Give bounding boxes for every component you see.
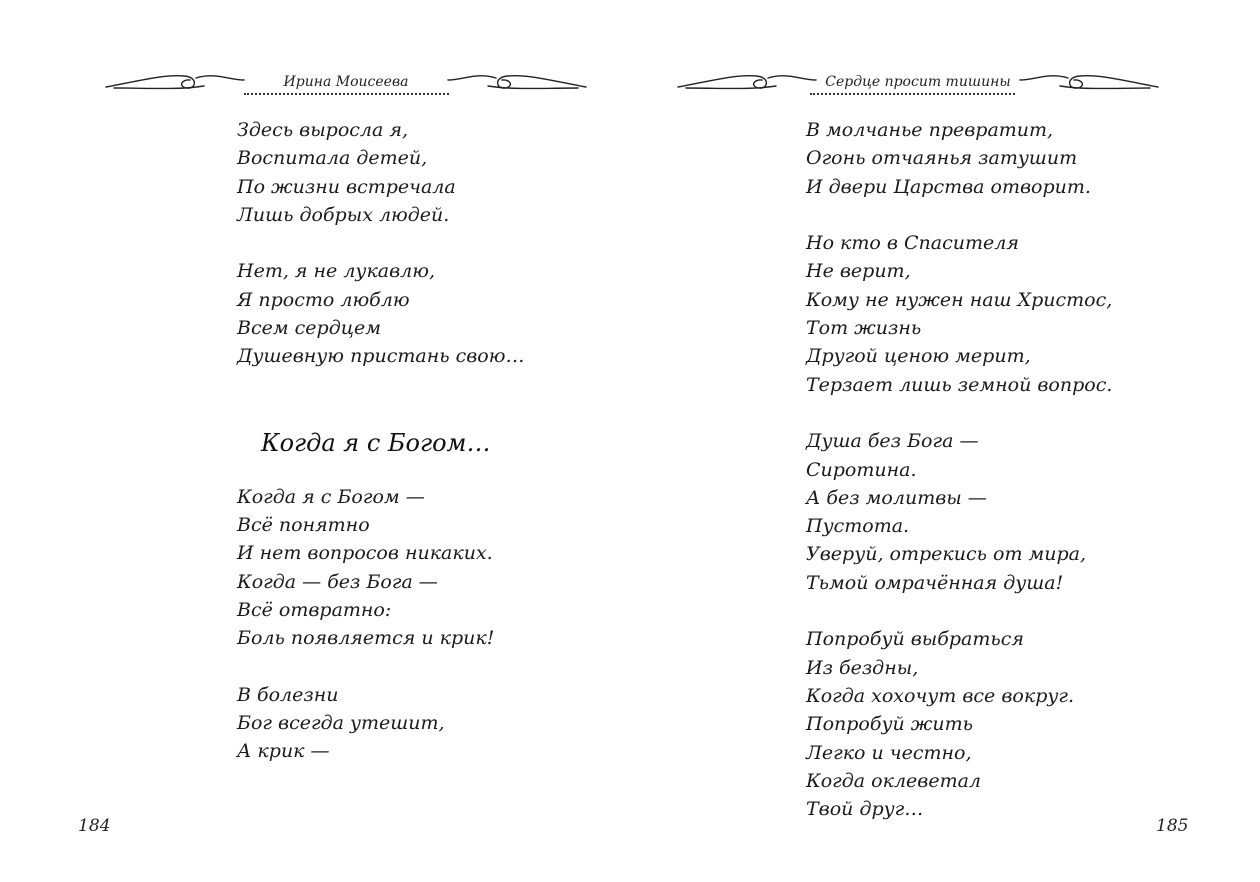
poem-line: Когда хохочут все вокруг.	[806, 684, 1075, 707]
poem-line: Попробуй жить	[806, 713, 973, 736]
dotted-rule	[810, 93, 1015, 95]
poem-line: Душа без Бога —	[806, 430, 979, 453]
poem-line: Легко и честно,	[806, 741, 972, 764]
poem-line: Уверуй, отрекись от мира,	[806, 543, 1087, 566]
poem-line: Всё понятно	[237, 513, 370, 536]
poem-line: Другой ценою мерит,	[806, 345, 1031, 368]
poem-line: Тьмой омрачённая душа!	[806, 571, 1064, 594]
poem-line: Воспитала детей,	[237, 147, 428, 170]
poem-line: Боль появляется и крик!	[237, 627, 495, 650]
poem-text	[237, 116, 617, 766]
poem-line: Огонь отчаянья затушит	[806, 147, 1078, 170]
page-number: 184	[78, 816, 111, 836]
poem-text	[806, 116, 1226, 823]
running-head-right	[676, 66, 1160, 106]
poem-line: Когда — без Бога —	[237, 570, 438, 593]
poem-line: Терзает лишь земной вопрос.	[806, 373, 1113, 396]
poem-line: Попробуй выбраться	[806, 628, 1024, 651]
poem-line: Всем сердцем	[237, 317, 381, 340]
poem-line: Но кто в Спасителя	[806, 232, 1019, 255]
poem-line: Из бездны,	[806, 656, 919, 679]
poem-line: И нет вопросов никаких.	[237, 542, 493, 565]
poem-line: Тот жизнь	[806, 317, 922, 340]
poem-line: Бог всегда утешит,	[237, 712, 445, 735]
poem-line: Твой друг…	[806, 798, 924, 821]
poem-line: Кому не нужен наш Христос,	[806, 288, 1113, 311]
poem-line: В молчанье превратит,	[806, 119, 1054, 141]
poem-line: А крик —	[237, 740, 330, 763]
poem-line: И двери Царства отворит.	[806, 175, 1091, 198]
poem-line: Нет, я не лукавлю,	[237, 260, 436, 283]
page-number: 185	[1156, 816, 1189, 836]
poem-line: Когда я с Богом —	[237, 485, 425, 508]
running-head-title: Сердце просит тишины	[825, 74, 1011, 90]
poem-line: Сиротина.	[806, 458, 917, 481]
poem-line: Когда оклеветал	[806, 769, 982, 792]
poem-title: Когда я с Богом…	[261, 428, 491, 457]
poem-line: А без молитвы —	[806, 486, 987, 509]
poem-line: Пустота.	[806, 515, 910, 538]
poem-line: В болезни	[237, 683, 339, 706]
poem-line: Лишь добрых людей.	[237, 203, 450, 226]
dotted-rule	[244, 93, 449, 95]
running-head-left	[104, 66, 588, 106]
poem-line: Не верит,	[806, 260, 911, 283]
poem-line: Я просто люблю	[237, 288, 410, 311]
poem-line: По жизни встречала	[237, 175, 456, 198]
poem-line: Здесь выросла я,	[237, 119, 409, 141]
poem-line: Всё отвратно:	[237, 598, 392, 621]
right-page	[630, 0, 1260, 882]
running-head-title: Ирина Моисеева	[283, 74, 409, 90]
poem-line: Душевную пристань свою…	[237, 345, 525, 368]
